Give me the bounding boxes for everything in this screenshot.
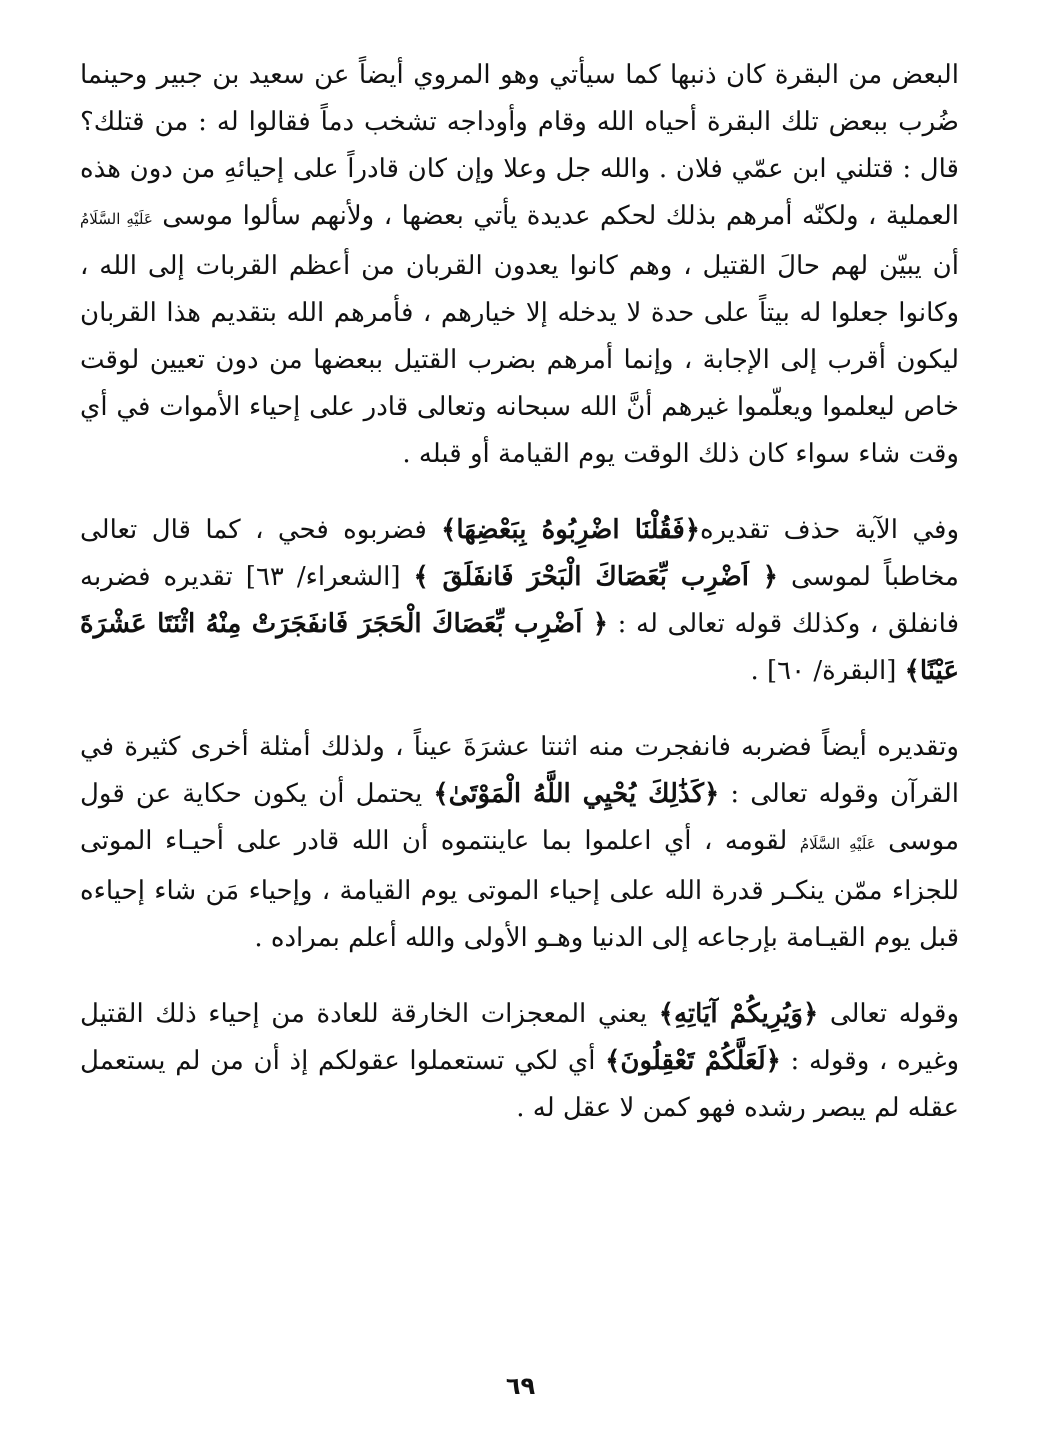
page-number: ٦٩ (505, 1372, 536, 1400)
paragraph-text: وتقديره أيضاً فضربه فانفجرت منه اثنتا عشرَةَ عيناً ، ولذلك أمثلة أخرى كثيرة في القرآن وقوله تعالى : (80, 732, 960, 809)
paragraph-4 (80, 991, 959, 1132)
quran-verse: ﴿لَعَلَّكُمْ تَعْقِلُونَ﴾ (605, 1046, 781, 1076)
quran-verse: ﴿ اَضْرِب بِّعَصَاكَ الْحَجَرَ فَانفَجَرَتْ مِنْهُ اثْنَتَا عَشْرَةَ عَيْنًا﴾ (80, 609, 959, 686)
paragraph-text: فضربوه فحي ، كما قال تعالى مخاطباً لموسى (80, 515, 959, 592)
paragraph-text: أي لكي تستعملوا عقولكم إذ أن من لم يستعمل عقله لم يبصر رشده فهو كمن لا عقل له . (80, 1046, 959, 1123)
quran-verse: ﴿فَقُلْنَا اضْرِبُوهُ بِبَعْضِهَا﴾ (441, 515, 700, 545)
paragraph-text: لقومه ، أي اعلموا بما عاينتموه أن الله قادر على أحيـاء الموتى للجزاء ممّن ينكـر قدرة الله على إحياء الموتى يوم القيامة ، وإحياء مَن شاء إحياءه قبل يوم القيـامة بإرجاعه إلى الدنيا وهـو الأولى والله أعلم بمراده . (80, 826, 959, 953)
paragraph-text: يعني المعجزات الخارقة للعادة من إحياء ذلك القتيل وغيره ، وقوله : (80, 999, 959, 1076)
honorific-glyph: عَلَيْهِ السَّلَامُ (799, 835, 876, 853)
paragraph-text: يحتمل أن يكون حكاية عن قول موسى (80, 779, 959, 856)
paragraph-text: وقوله تعالى (818, 999, 959, 1029)
quran-verse: ﴿وَيُرِيكُمْ آيَاتِهِ﴾ (658, 999, 819, 1029)
honorific-glyph: عَلَيْهِ السَّلَامُ (80, 210, 153, 228)
paragraph-1 (80, 52, 959, 478)
page-body (80, 52, 959, 1132)
quran-verse: ﴿ اَضْرِب بِّعَصَاكَ الْبَحْرَ فَانفَلَقَ ﴾ (413, 562, 778, 592)
paragraph-text: [البقرة/ ٦٠] . (750, 656, 905, 686)
paragraph-text: [الشعراء/ ٦٣] تقديره فضربه فانفلق ، وكذلك قوله تعالى له : (80, 562, 959, 639)
paragraph-2 (80, 507, 959, 695)
paragraph-text: البعض من البقرة كان ذنبها كما سيأتي وهو المروي أيضاً عن سعيد بن جبير وحينما ضُرب ببعض تلك البقرة أحياه الله وقام وأوداجه تشخب دماً فقالوا له : من قتلك؟ قال : قتلني ابن عمّي فلان . والله جل وعلا وإن كان قادراً على إحيائهِ من دون هذه العملية ، ولكنّه أمرهم بذلك لحكم عديدة يأتي بعضها ، ولأنهم سألوا موسى (80, 60, 960, 231)
quran-verse: ﴿كَذَٰلِكَ يُحْيِي اللَّهُ الْمَوْتَىٰ﴾ (433, 779, 720, 809)
paragraph-text: أن يبيّن لهم حالَ القتيل ، وهم كانوا يعدون القربان من أعظم القربات إلى الله ، وكانوا جعلوا له بيتاً على حدة لا يدخله إلا خيارهم ، فأمرهم الله بتقديم هذا القربان ليكون أقرب إلى الإجابة ، وإنما أمرهم بضرب القتيل ببعضها من دون تعيين لوقت خاص ليعلموا ويعلّموا غيرهم أنَّ الله سبحانه وتعالى قادر على إحياء الأموات في أي وقت شاء سواء كان ذلك الوقت يوم القيامة أو قبله . (80, 251, 959, 469)
paragraph-3 (80, 724, 959, 962)
paragraph-text: وفي الآية حذف تقديره (700, 515, 960, 545)
